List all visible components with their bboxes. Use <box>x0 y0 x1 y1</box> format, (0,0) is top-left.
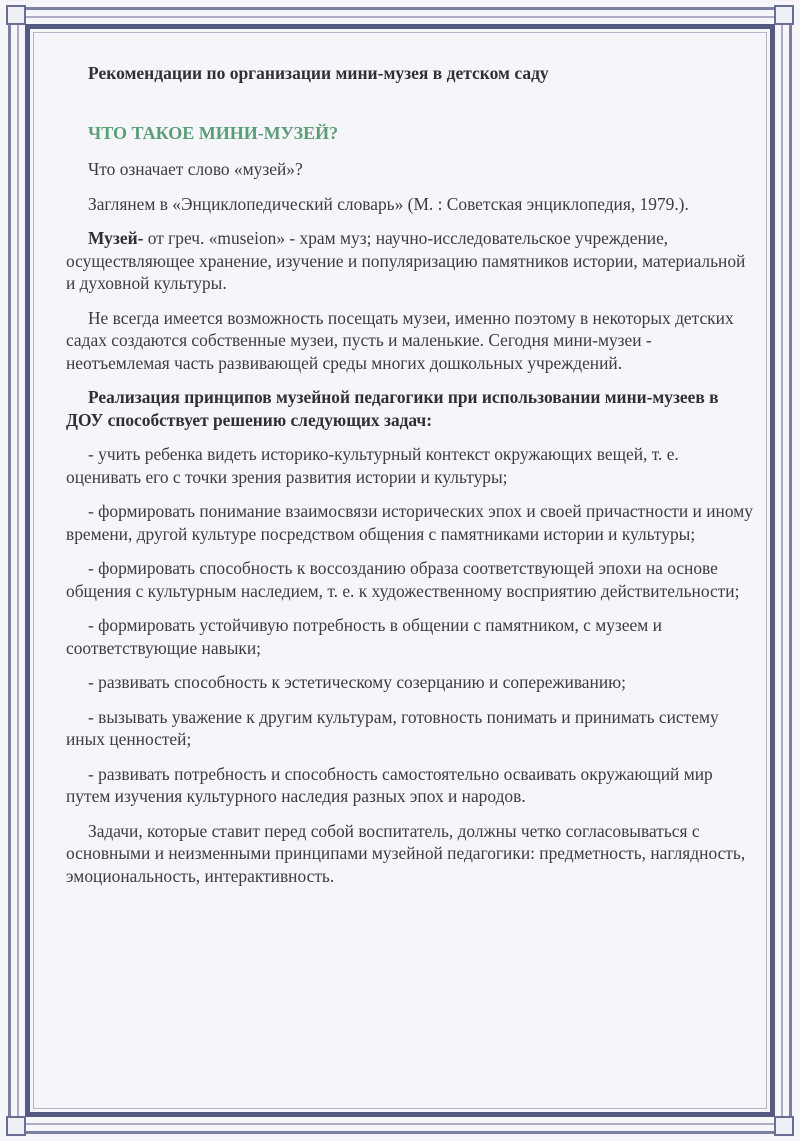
task-item: - развивать способность к эстетическому созерцанию и сопереживанию; <box>88 672 626 692</box>
document-content <box>66 62 758 899</box>
museum-definition <box>66 227 758 295</box>
definition-text: от греч. «museion» - храм муз; научно-исследовательское учреждение, осуществляющее хранение, изучение и популяризацию памятников истории, материальной и духовной культуры. <box>66 228 746 293</box>
task-item: - формировать способность к воссозданию образа соответствующей эпохи на основе общения с культурным наследием, т. е. к художественному восприятию действительности; <box>66 558 740 601</box>
definition-term: Музей- <box>88 228 144 248</box>
frame-corner-ornament <box>6 1116 26 1136</box>
task-item: - формировать устойчивую потребность в общении с памятником, с музеем и соответствующие навыки; <box>66 615 662 658</box>
document-title: Рекомендации по организации мини-музея в детском саду <box>88 63 549 83</box>
task-item: - вызывать уважение к другим культурам, готовность понимать и принимать систему иных ценностей; <box>66 706 719 749</box>
section-heading: ЧТО ТАКОЕ МИНИ-МУЗЕЙ? <box>88 123 339 143</box>
task-item: - учить ребенка видеть историко-культурный контекст окружающих вещей, т. е. оценивать его с точки зрения развития истории и культуры; <box>66 444 679 487</box>
closing-paragraph: Задачи, которые ставит перед собой воспитатель, должны четко согласовываться с основными и неизменными принципами музейной педагогики: предметность, наглядность, эмоциональность, интерактивность. <box>66 820 746 886</box>
frame-corner-ornament <box>774 1116 794 1136</box>
task-item: - развивать потребность и способность самостоятельно осваивать окружающий мир путем изучения культурного наследия разных эпох и народов. <box>66 763 713 806</box>
task-item: - формировать понимание взаимосвязи исторических эпох и своей причастности и иному времени, другой культуре посредством общения с памятниками истории и культуры; <box>66 501 753 544</box>
frame-corner-ornament <box>6 5 26 25</box>
frame-corner-ornament <box>774 5 794 25</box>
paragraph: Не всегда имеется возможность посещать музеи, именно поэтому в некоторых детских садах создаются собственные музеи, пусть и маленькие. Сегодня мини-музеи - неотъемлемая часть развивающей среды многих дошкольных учреждений. <box>66 307 734 373</box>
paragraph: Заглянем в «Энциклопедический словарь» (М. : Советская энциклопедия, 1979.). <box>88 193 689 214</box>
paragraph: Что означает слово «музей»? <box>88 159 303 179</box>
tasks-intro: Реализация принципов музейной педагогики при использовании мини-музеев в ДОУ способствует решению следующих задач: <box>66 387 719 430</box>
